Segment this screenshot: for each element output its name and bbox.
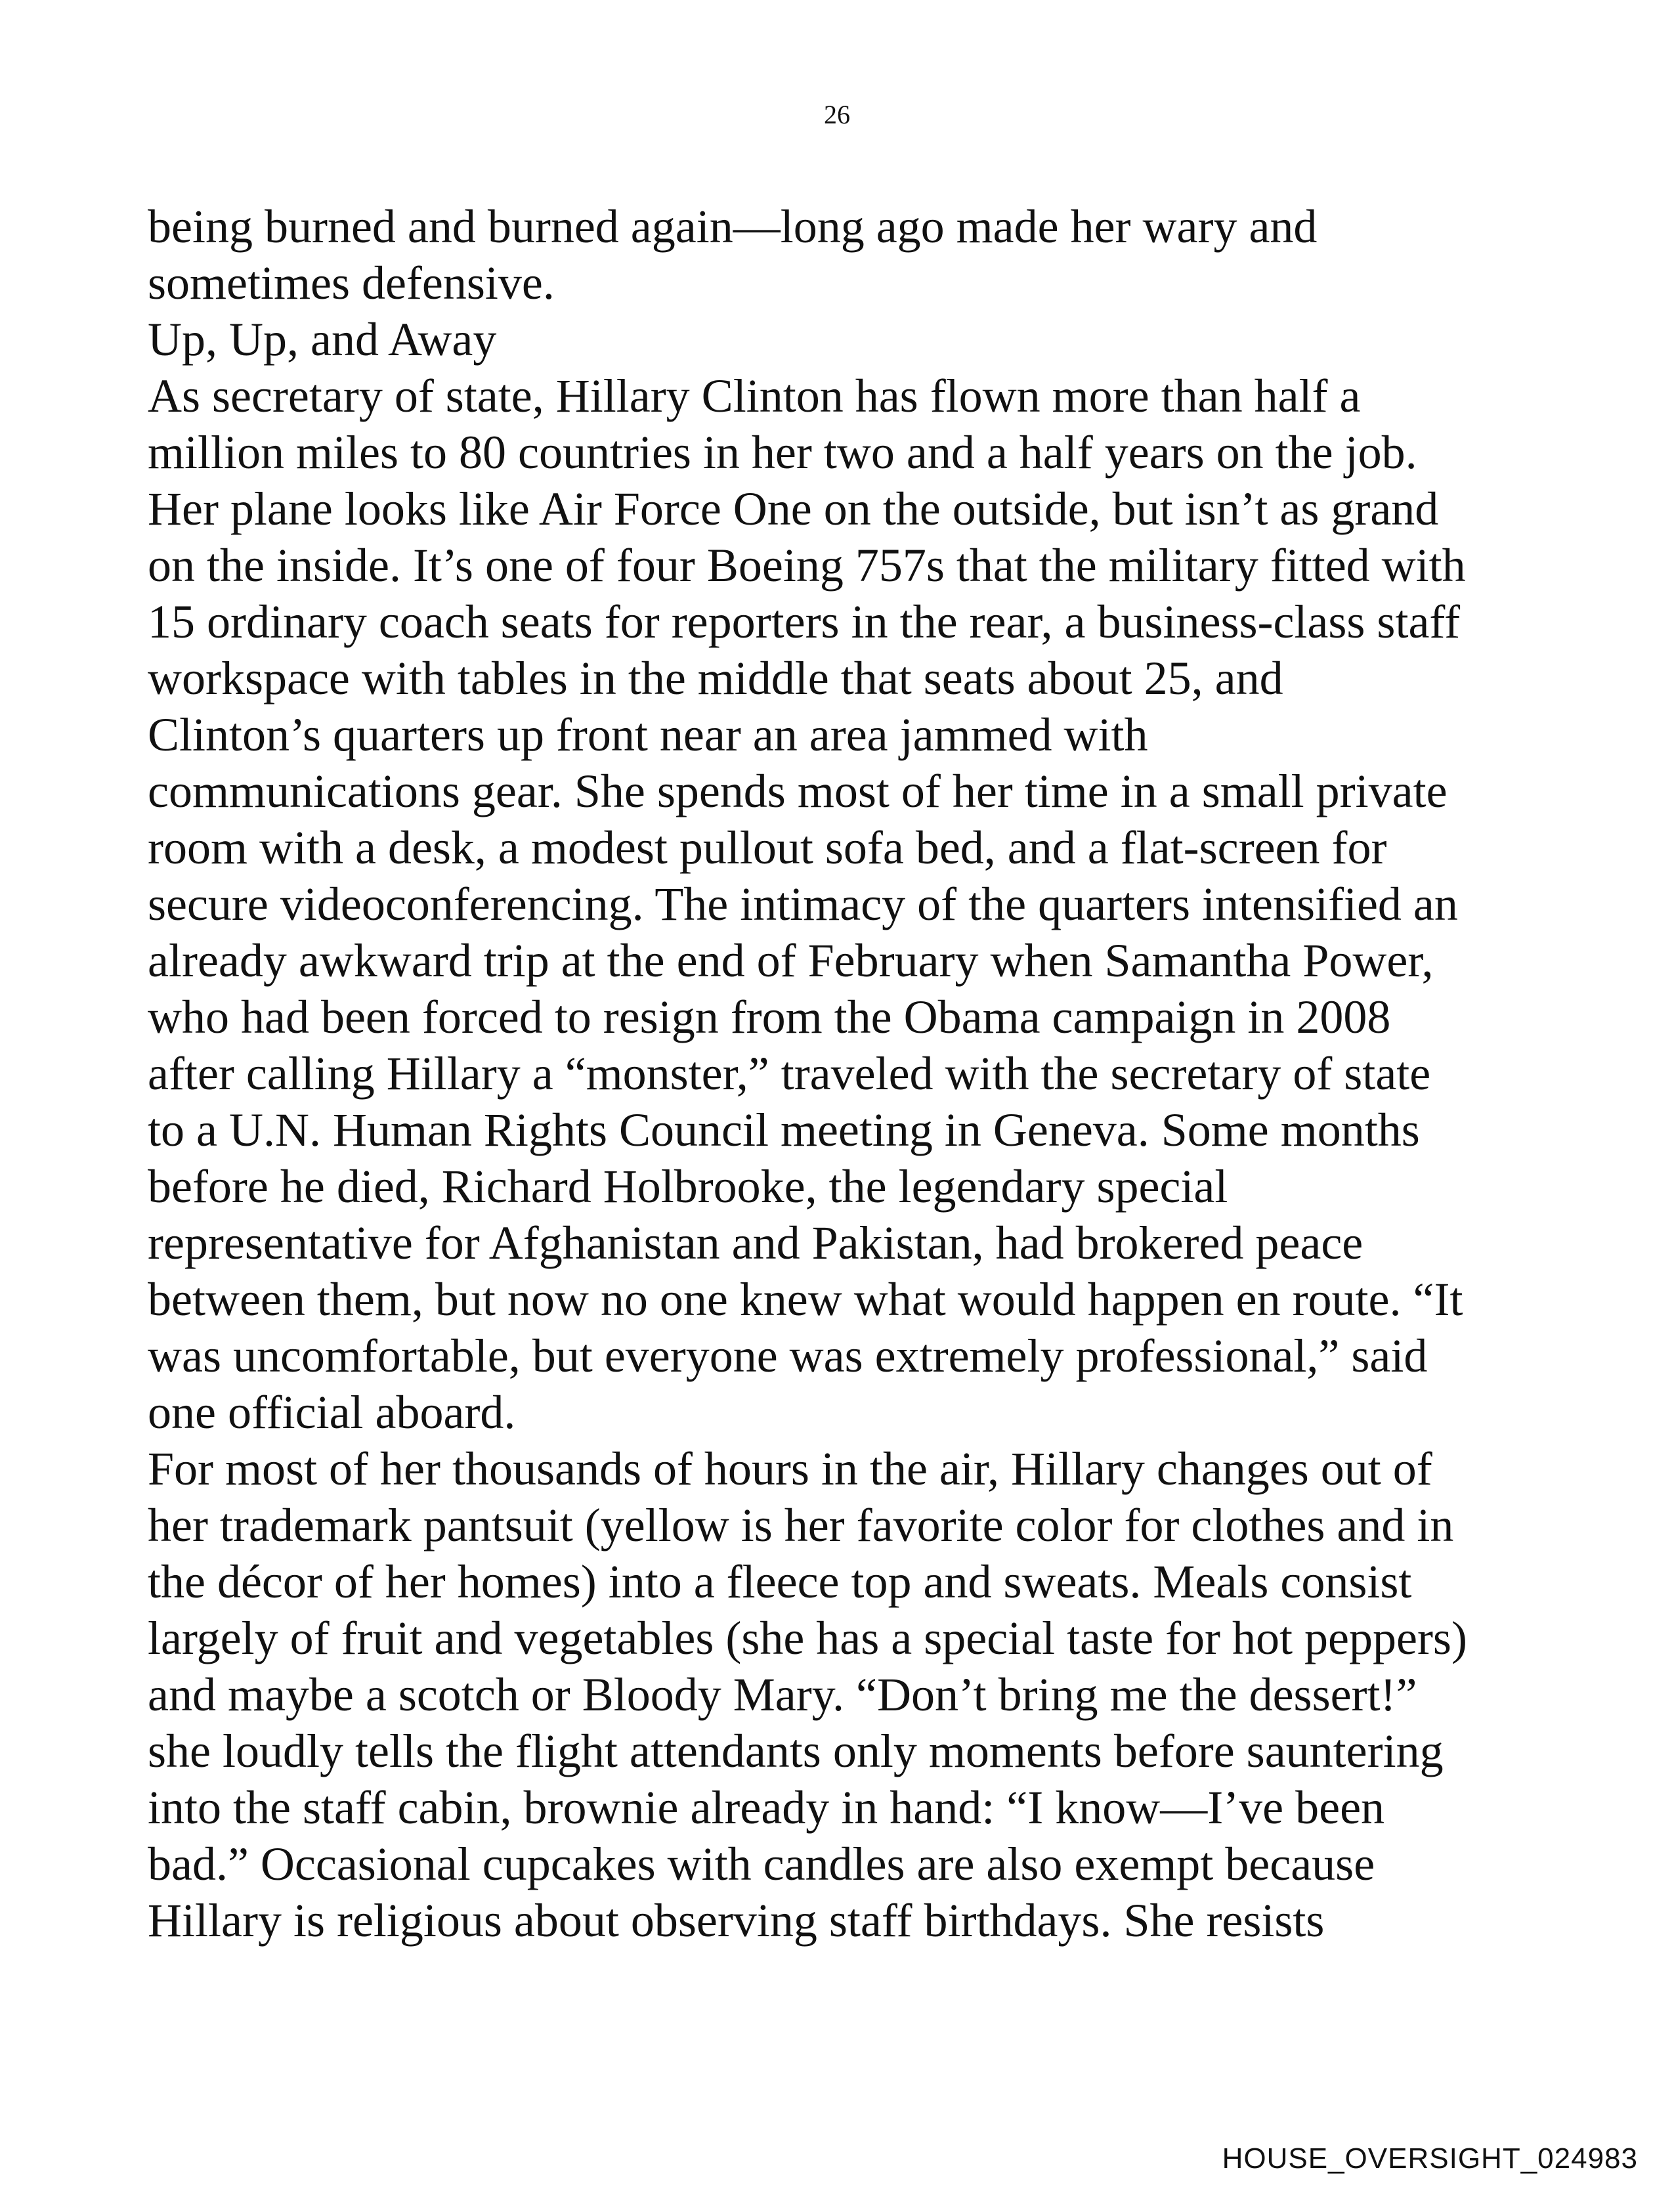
text-line: bad.” Occasional cupcakes with candles are also exempt because [148, 1838, 1375, 1890]
text-line: one official aboard. [148, 1386, 516, 1439]
text-line: representative for Afghanistan and Pakistan, had brokered peace [148, 1217, 1363, 1269]
text-line: Hillary is religious about observing staff birthdays. She resists [148, 1894, 1325, 1947]
text-line: before he died, Richard Holbrooke, the legendary special [148, 1160, 1228, 1213]
text-line: Her plane looks like Air Force One on the outside, but isn’t as grand [148, 483, 1439, 535]
text-line: her trademark pantsuit (yellow is her favorite color for clothes and in [148, 1499, 1454, 1551]
bates-number: HOUSE_OVERSIGHT_024983 [1222, 2142, 1638, 2175]
text-line: As secretary of state, Hillary Clinton has flown more than half a [148, 370, 1361, 422]
text-line: million miles to 80 countries in her two and a half years on the job. [148, 426, 1417, 479]
text-line: to a U.N. Human Rights Council meeting in Geneva. Some months [148, 1104, 1420, 1156]
text-line: between them, but now no one knew what would happen en route. “It [148, 1273, 1463, 1326]
text-line: after calling Hillary a “monster,” traveled with the secretary of state [148, 1047, 1431, 1100]
text-line: For most of her thousands of hours in the air, Hillary changes out of [148, 1442, 1432, 1495]
text-line: and maybe a scotch or Bloody Mary. “Don’t bring me the dessert!” [148, 1668, 1417, 1721]
text-line: was uncomfortable, but everyone was extremely professional,” said [148, 1330, 1428, 1382]
text-line: secure videoconferencing. The intimacy of the quarters intensified an [148, 878, 1458, 930]
text-line: workspace with tables in the middle that seats about 25, and [148, 652, 1283, 705]
text-line: on the inside. It’s one of four Boeing 757s that the military fitted with [148, 539, 1466, 592]
text-line: room with a desk, a modest pullout sofa bed, and a flat-screen for [148, 821, 1387, 874]
text-line: 15 ordinary coach seats for reporters in the rear, a business-class staff [148, 596, 1461, 648]
text-line: into the staff cabin, brownie already in hand: “I know—I’ve been [148, 1781, 1385, 1834]
text-line: who had been forced to resign from the Obama campaign in 2008 [148, 991, 1391, 1043]
text-line: the décor of her homes) into a fleece top and sweats. Meals consist [148, 1555, 1412, 1608]
text-line: largely of fruit and vegetables (she has a special taste for hot peppers) [148, 1612, 1467, 1664]
text-line: sometimes defensive. [148, 257, 555, 309]
body-text [148, 198, 1539, 1949]
text-line: communications gear. She spends most of her time in a small private [148, 765, 1448, 817]
section-heading: Up, Up, and Away [148, 313, 497, 366]
page-number: 26 [824, 100, 850, 129]
text-line: already awkward trip at the end of February when Samantha Power, [148, 934, 1434, 987]
text-line: being burned and burned again—long ago made her wary and [148, 200, 1318, 253]
text-line: Clinton’s quarters up front near an area jammed with [148, 708, 1148, 761]
text-line: she loudly tells the flight attendants only moments before sauntering [148, 1725, 1444, 1777]
